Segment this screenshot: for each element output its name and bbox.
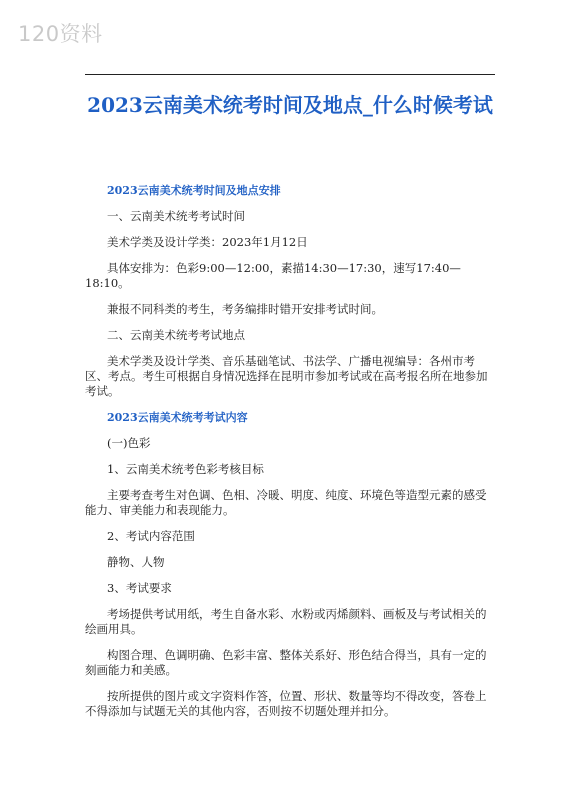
item-content-scope: 2、考试内容范围 xyxy=(107,529,195,543)
paragraph-composition: 构图合理、色调明确、色彩丰富、整体关系好、形色结合得当，具有一定的刻画能力和美感。 xyxy=(85,648,487,677)
paragraph-objectives: 主要考查考生对色调、色相、冷暖、明度、纯度、环境色等造型元素的感受能力、审美能力和表现能力。 xyxy=(85,488,487,517)
paragraph-answer-rules: 按所提供的图片或文字资料作答，位置、形状、数量等均不得改变，答卷上不得添加与试题无关的其他内容，否则按不切题处理并扣分。 xyxy=(85,689,487,718)
paragraph-multi-subject: 兼报不同科类的考生，考务编排时错开安排考试时间。 xyxy=(107,302,383,316)
subheading-exam-time: 一、云南美术统考考试时间 xyxy=(107,209,245,223)
watermark-logo: 120资料 xyxy=(18,22,103,46)
paragraph-exam-date: 美术学类及设计学类：2023年1月12日 xyxy=(107,235,308,249)
paragraph-time-schedule: 具体安排为：色彩9:00—12:00，素描14:30—17:30，速写17:40—18:10。 xyxy=(85,261,461,290)
section-heading-schedule: 2023云南美术统考时间及地点安排 xyxy=(107,184,281,197)
section-heading-content: 2023云南美术统考考试内容 xyxy=(107,411,248,424)
paragraph-materials: 考场提供考试用纸，考生自备水彩、水粉或丙烯颜料、画板及与考试相关的绘画用具。 xyxy=(85,607,487,636)
item-color-objectives: 1、云南美术统考色彩考核目标 xyxy=(107,462,264,476)
paragraph-location: 美术学类及设计学类、音乐基础笔试、书法学、广播电视编导：各州市考区、考点。考生可根据自身情况选择在昆明市参加考试或在高考报名所在地参加考试。 xyxy=(85,354,488,398)
subheading-color: (一)色彩 xyxy=(107,436,151,450)
item-exam-requirements: 3、考试要求 xyxy=(107,581,172,595)
document-title: 2023云南美术统考时间及地点_什么时候考试 xyxy=(87,93,493,117)
paragraph-scope: 静物、人物 xyxy=(107,555,165,569)
subheading-exam-location: 二、云南美术统考考试地点 xyxy=(107,328,245,342)
document-body xyxy=(85,183,495,719)
header-rule xyxy=(85,74,495,75)
